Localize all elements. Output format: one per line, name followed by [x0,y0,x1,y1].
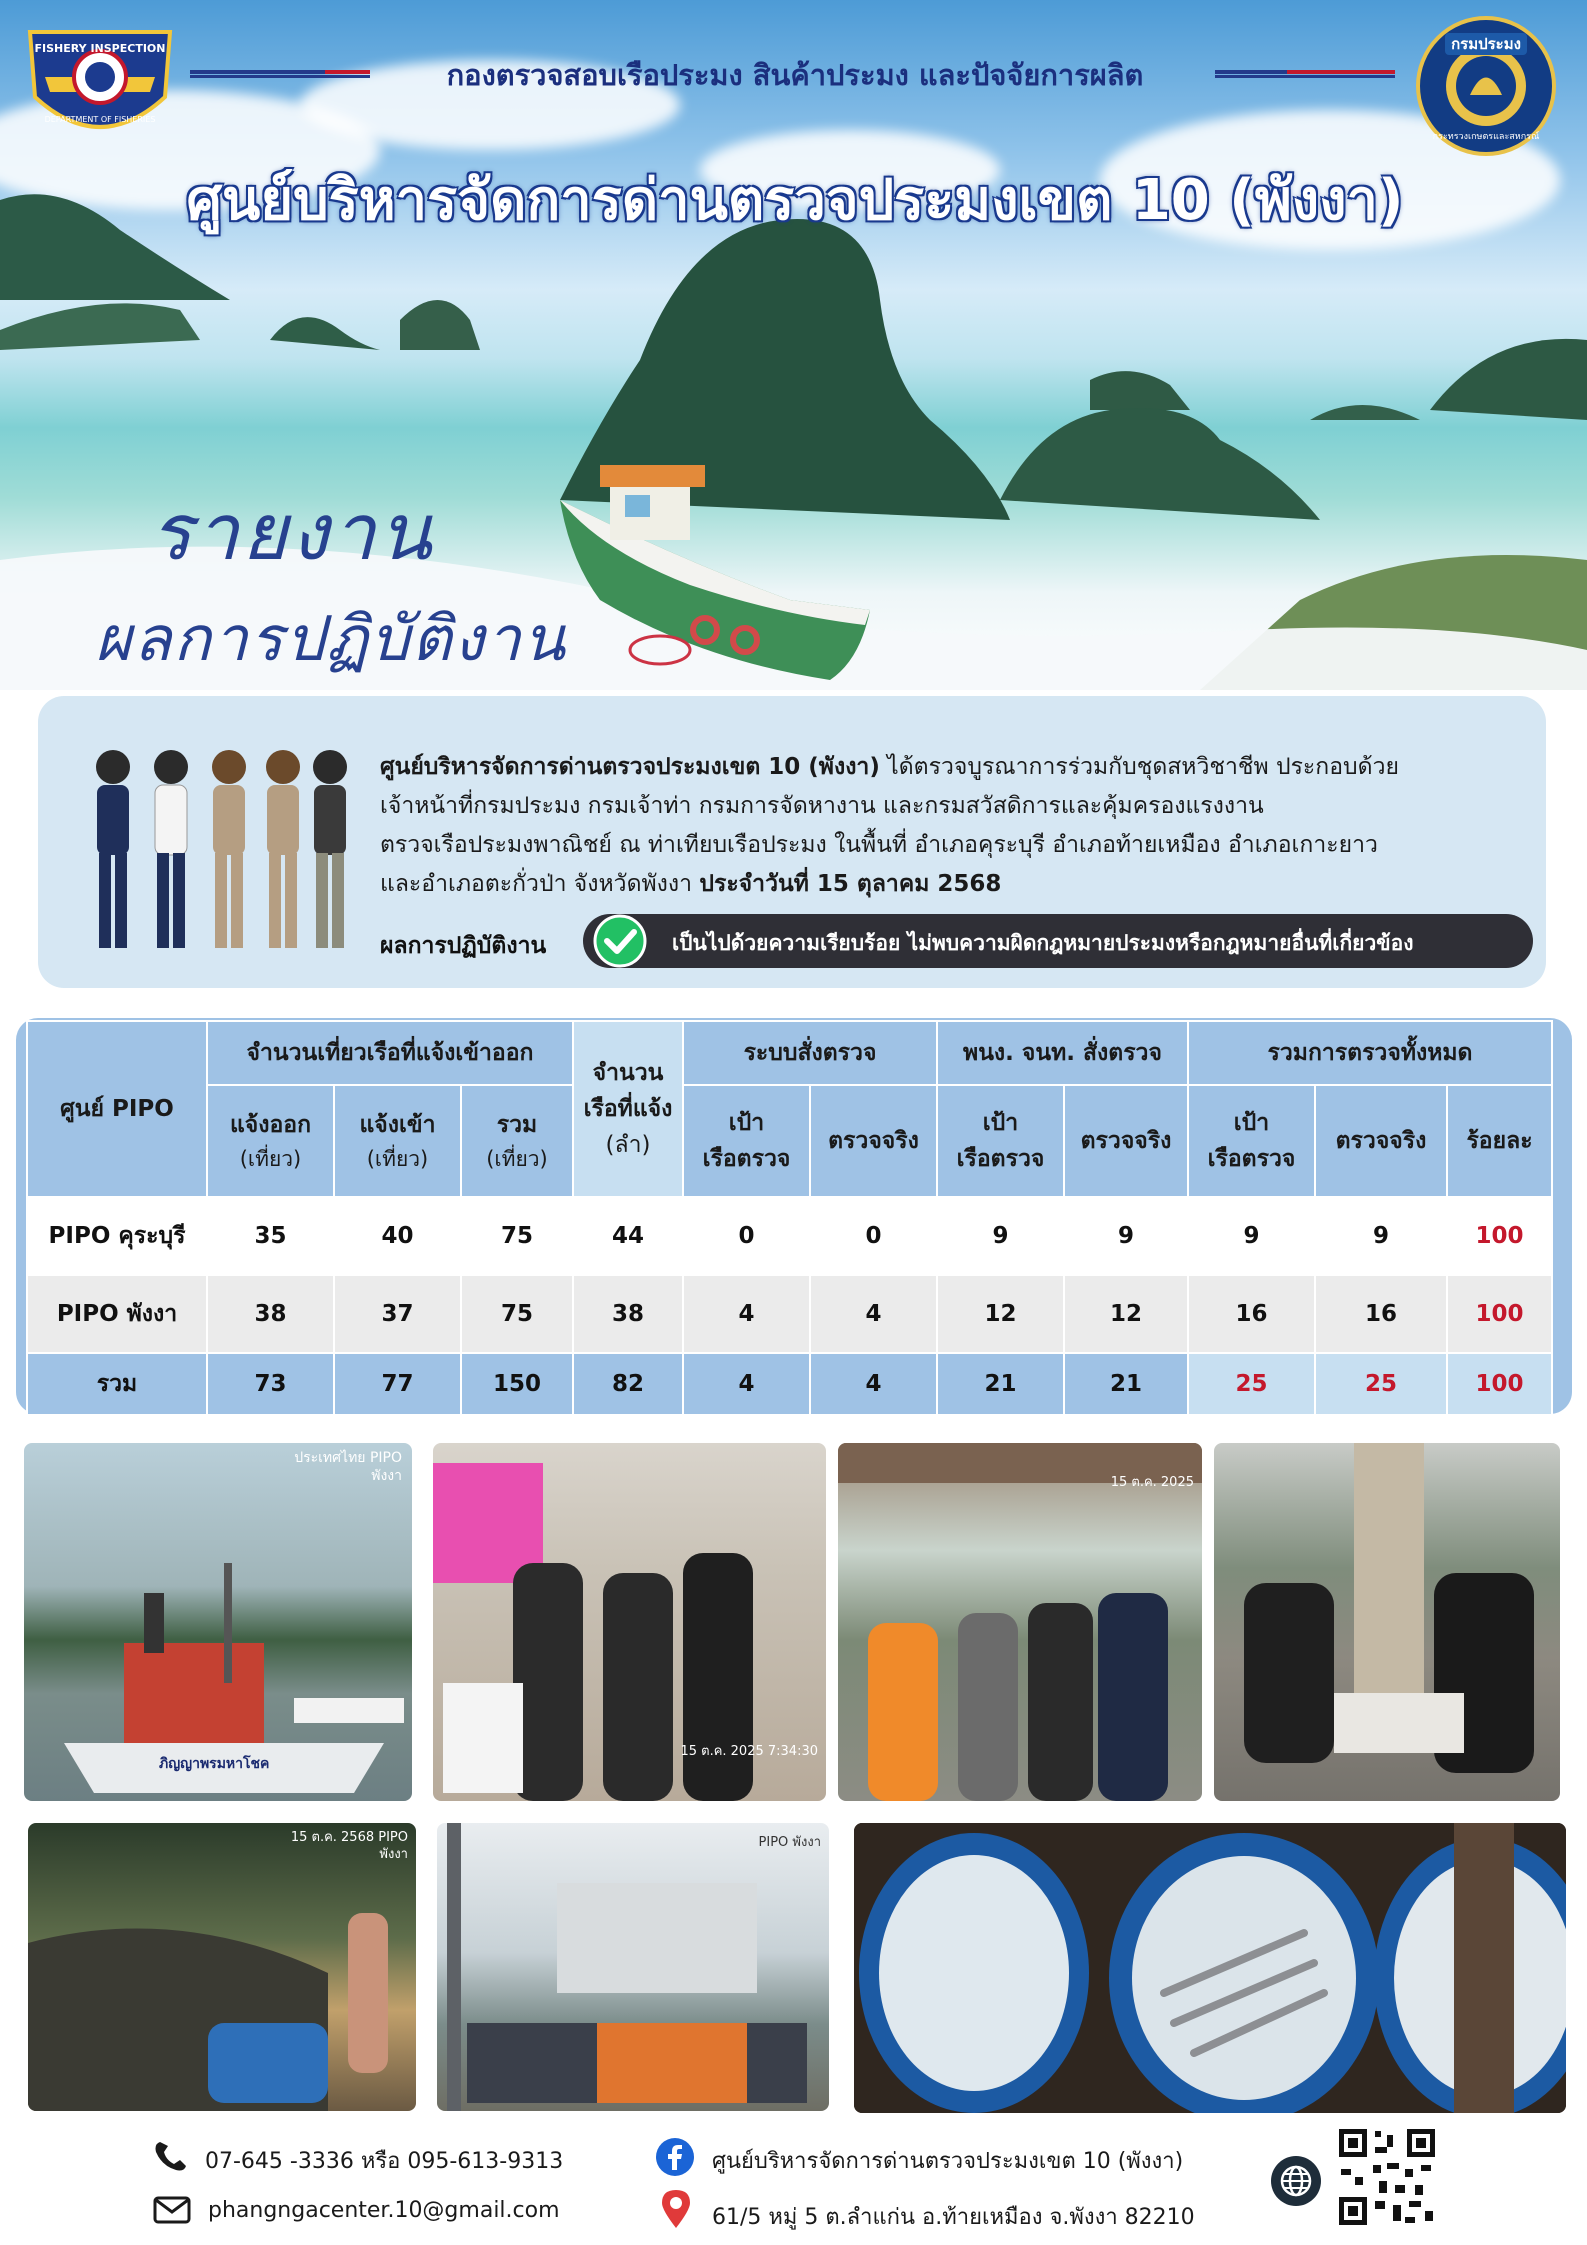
subheader-officer-target: เป้า เรือตรวจ [937,1085,1064,1197]
subheader-out: แจ้งออก (เที่ยว) [207,1085,334,1197]
photo-timestamp: 15 ต.ค. 2025 [1110,1475,1194,1490]
department-of-fisheries-seal [1415,15,1557,157]
header-officer-order: พนง. จนท. สั่งตรวจ [937,1021,1188,1085]
location-pin-icon [660,2188,692,2230]
header-total-inspection: รวมการตรวจทั้งหมด [1188,1021,1552,1085]
table-total-row: รวม 73 77 150 82 4 4 21 21 25 25 100 [27,1353,1552,1415]
page-title: ศูนย์บริหารจัดการด่านตรวจประมงเขต 10 (พังงา) [186,168,1404,233]
photo-crew-inspection [838,1443,1202,1801]
officers-illustration [85,745,355,960]
inspection-statistics-table [26,1020,1553,1416]
boat-name: ภิญญาพรมหาโชค [159,1756,270,1772]
subheader-system-target: เป้า เรือตรวจ [683,1085,810,1197]
photo-timestamp: 15 ต.ค. 2025 7:34:30 [680,1744,818,1759]
footer-address: 61/5 หมู่ 5 ต.ลำแก่น อ.ท้ายเหมือง จ.พังงา 82210 [712,2205,1195,2230]
photo-document-check [433,1443,826,1801]
photo-timestamp: PIPO พังงา [758,1835,821,1850]
result-label: ผลการปฏิบัติงาน [380,933,547,959]
header-trips: จำนวนเที่ยวเรือที่แจ้งเข้าออก [207,1021,573,1085]
subheader-percent: ร้อยละ [1447,1085,1552,1197]
photo-caption: ประเทศไทย PIPO พังงา [294,1450,402,1484]
globe-icon[interactable] [1270,2155,1322,2207]
svg-text:FISHERY INSPECTION: FISHERY INSPECTION [34,42,166,55]
subheader-total-target: เป้า เรือตรวจ [1188,1085,1315,1197]
subheader-total-actual: ตรวจจริง [1315,1085,1447,1197]
photo-officers-reviewing [1214,1443,1560,1801]
header-rule-right [1215,70,1395,78]
subheader-system-actual: ตรวจจริง [810,1085,937,1197]
check-icon [585,914,655,968]
header-pipo-center: ศูนย์ PIPO [27,1021,207,1197]
qr-code-icon[interactable] [1335,2125,1439,2229]
header-boats: จำนวน เรือที่แจ้ง (ลำ) [573,1021,683,1197]
report-subheading: ผลการปฏิบัติงาน [95,602,568,675]
subheader-officer-actual: ตรวจจริง [1064,1085,1188,1197]
svg-text:กรมประมง: กรมประมง [1451,35,1521,53]
footer-email[interactable]: phangngacenter.10@gmail.com [208,2198,560,2223]
table-row: PIPO พังงา 38 37 75 38 4 4 12 12 16 16 100 [27,1275,1552,1353]
phone-icon [152,2138,188,2174]
photo-fishing-boat [24,1443,412,1801]
header-system-order: ระบบสั่งตรวจ [683,1021,937,1085]
info-description: ศูนย์บริหารจัดการด่านตรวจประมงเขต 10 (พังงา) ได้ตรวจบูรณาการร่วมกับชุดสหวิชาชีพ ประกอบด้วย เจ้าหน้าที่กรมประมง กรมเจ้าท่า กรมการจัดหางาน และกรมสวัสดิการและคุ้มครองแรงงาน ตรวจเรือประมงพาณิชย์ ณ ท่าเทียบเรือประมง ในพื้นที่ อำเภอคุระบุรี อำเภอท้ายเหมือง อำเภอเกาะยาว และอำเภอตะกั่วป่า จังหวัดพังงา ประจำวันที่ 15 ตุลาคม 2568 [380,754,1399,897]
subheader-sum: รวม (เที่ยว) [461,1085,573,1197]
result-text: เป็นไปด้วยความเรียบร้อย ไม่พบความผิดกฎหมายประมงหรือกฎหมายอื่นที่เกี่ยวข้อง [672,931,1414,955]
email-icon [153,2195,191,2225]
department-title: กองตรวจสอบเรือประมง สินค้าประมง และปัจจัยการผลิต [446,58,1144,92]
photo-fish-catch [854,1823,1566,2113]
footer-phone: 07-645 -3336 หรือ 095-613-9313 [205,2149,564,2174]
facebook-icon [655,2137,695,2177]
info-lead: ศูนย์บริหารจัดการด่านตรวจประมงเขต 10 (พังงา) [380,754,880,780]
report-date: ประจำวันที่ 15 ตุลาคม 2568 [699,871,1002,897]
fishery-inspection-logo [25,22,175,150]
footer-facebook[interactable]: ศูนย์บริหารจัดการด่านตรวจประมงเขต 10 (พังงา) [712,2149,1184,2174]
svg-text:กระทรวงเกษตรและสหกรณ์: กระทรวงเกษตรและสหกรณ์ [1432,132,1540,142]
table-row: PIPO คุระบุรี 35 40 75 44 0 0 9 9 9 9 100 [27,1197,1552,1275]
header-rule-left [190,70,370,78]
photo-timestamp: 15 ต.ค. 2568 PIPO พังงา [290,1830,408,1862]
photo-team-group [437,1823,829,2111]
report-heading: รายงาน [150,488,435,578]
svg-text:DEPARTMENT OF FISHERIES: DEPARTMENT OF FISHERIES [44,115,156,124]
subheader-in: แจ้งเข้า (เที่ยว) [334,1085,461,1197]
photo-fishing-nets [28,1823,416,2111]
